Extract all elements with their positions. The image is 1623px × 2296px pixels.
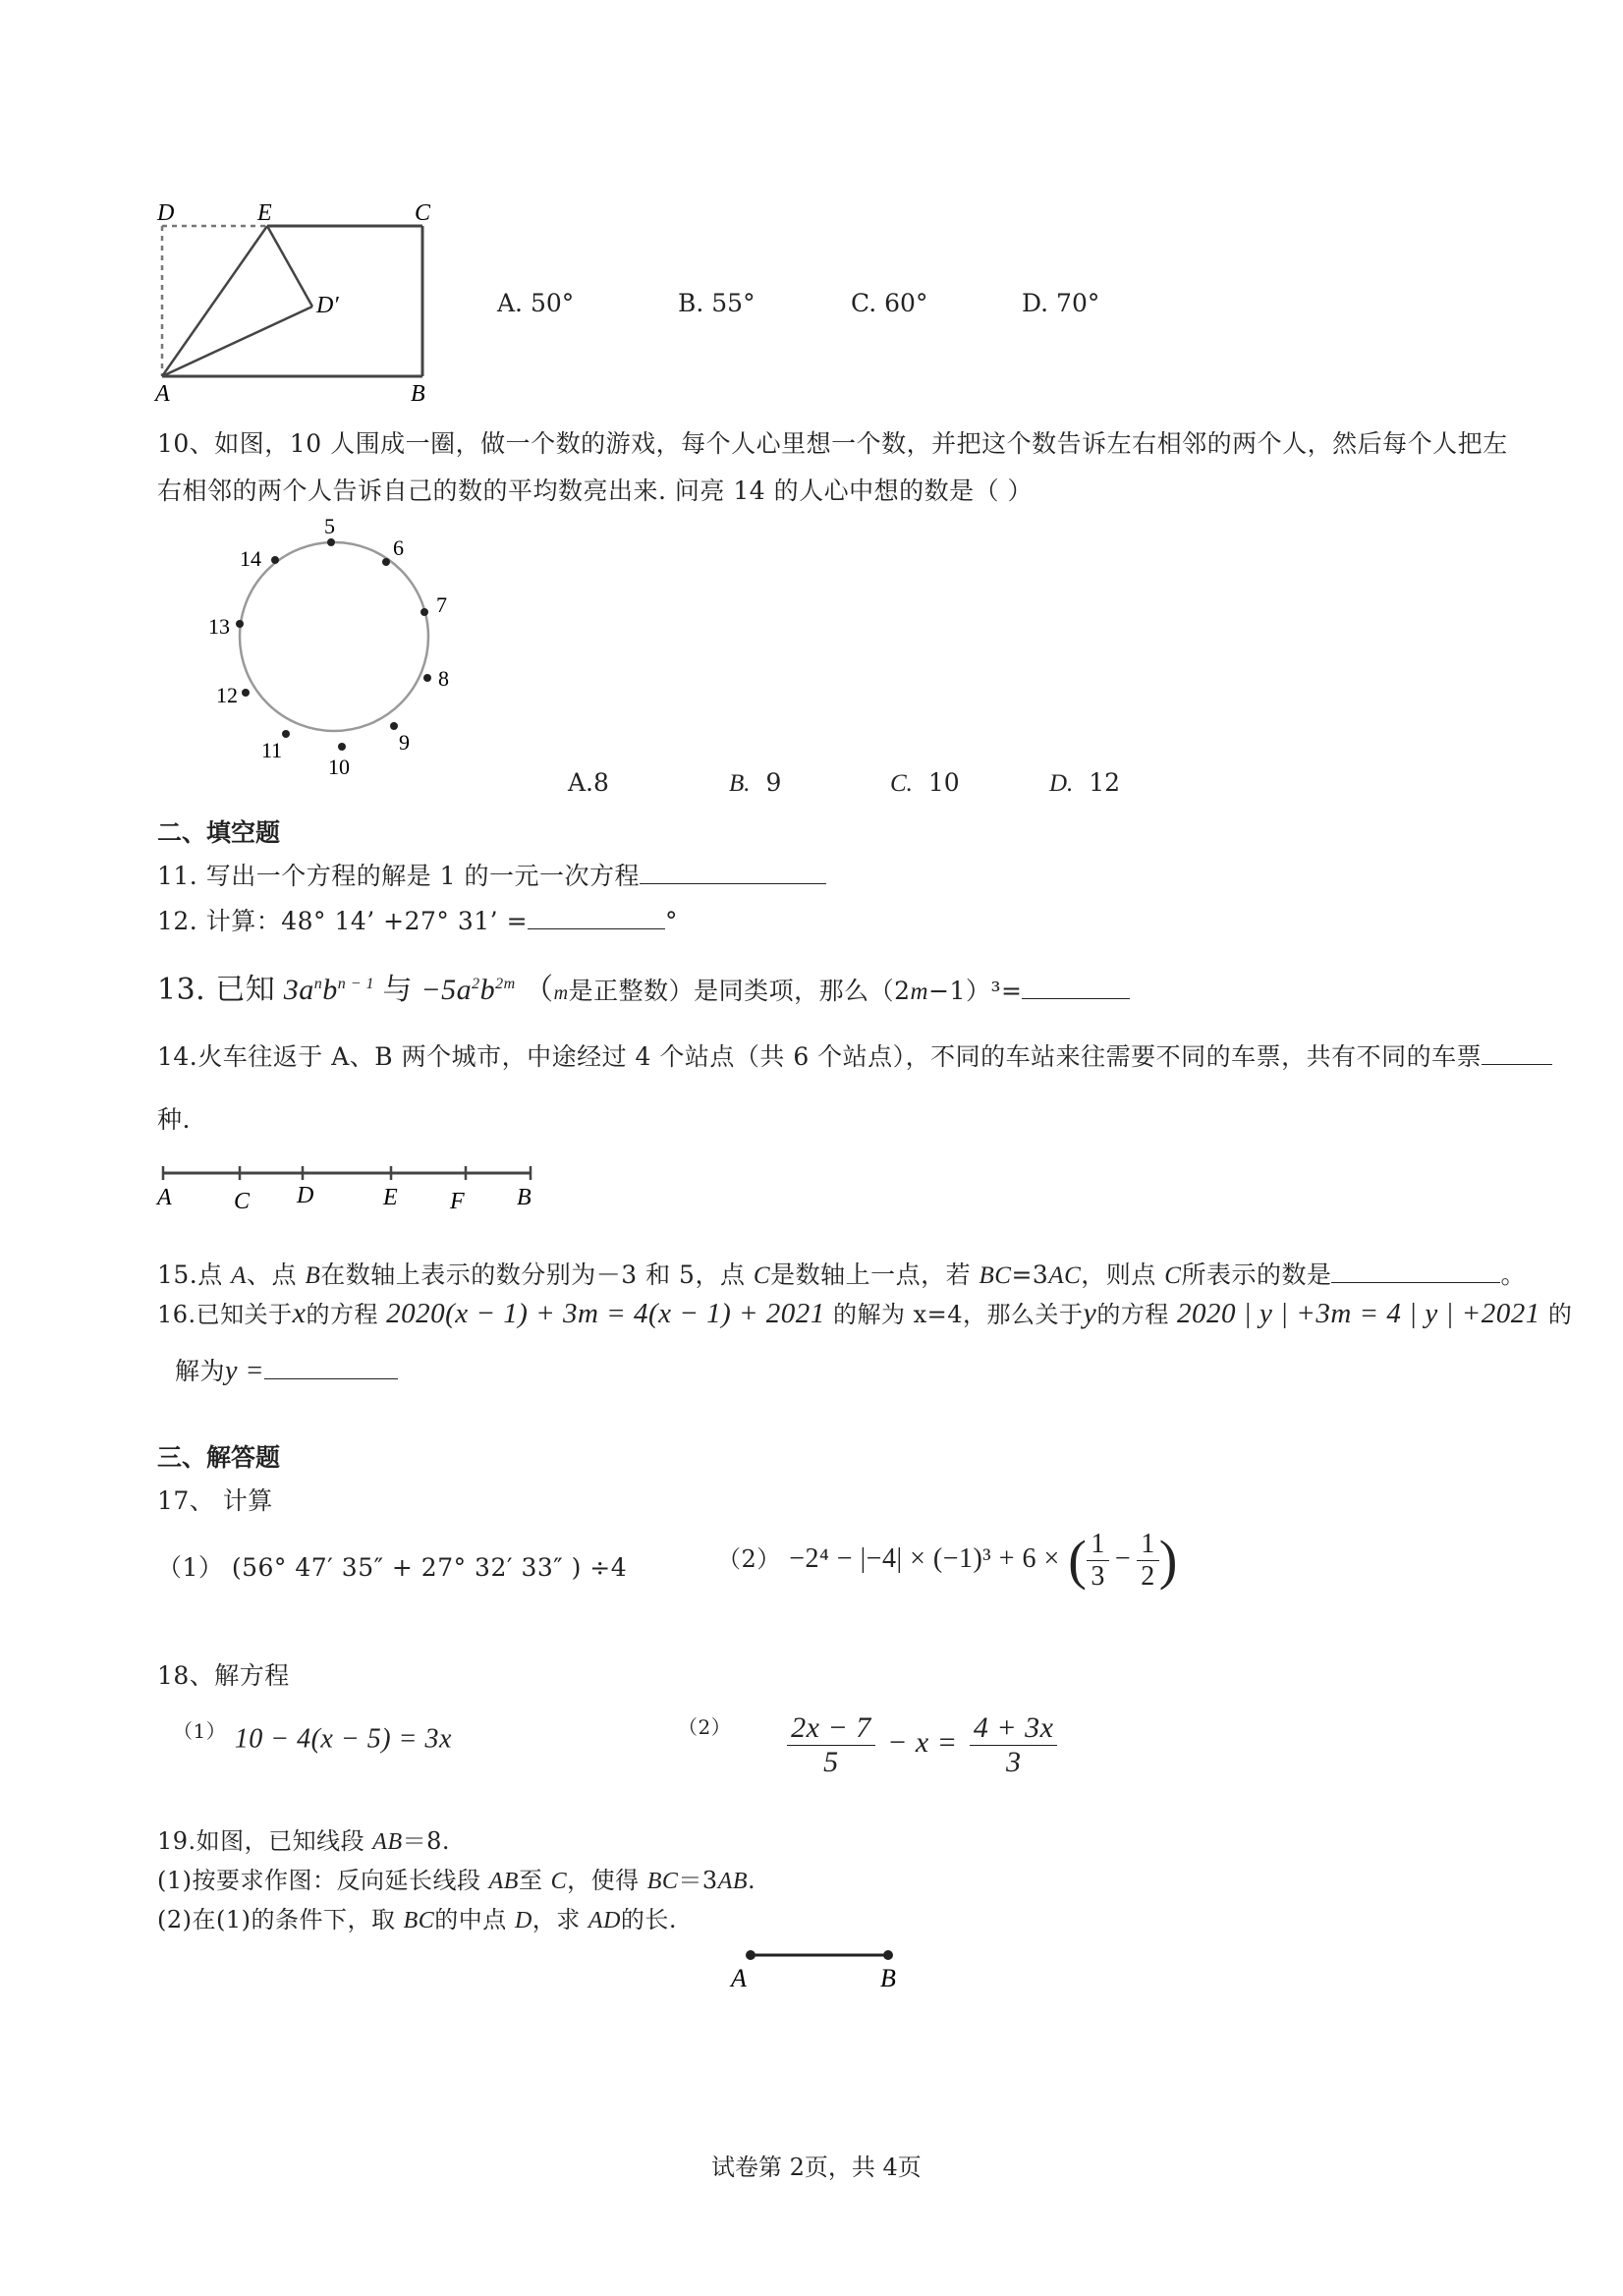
q17-part2-expression: −2⁴ − |−4| × (−1)³ + 6 × bbox=[789, 1543, 1060, 1574]
q10-option-a[interactable]: A.8 bbox=[568, 768, 609, 797]
q10-option-b-value: 9 bbox=[765, 768, 782, 797]
q12-prompt: 12. 计算：48° 14’ +27° 31’ = bbox=[157, 907, 529, 935]
q19-line2: (1)按要求作图：反向延长线段 AB至 C，使得 BC＝3AB. bbox=[157, 1867, 756, 1894]
circle-label: 9 bbox=[399, 730, 410, 755]
q10-line2: 右相邻的两个人告诉自己的数的平均数亮出来. 问亮 14 的人心中想的数是（ ） bbox=[157, 476, 1034, 505]
q17-part2: （2） −2⁴ − |−4| × (−1)³ + 6 × ( $\frac{1}{3}$ − $\frac{1}{2}$ ) bbox=[717, 1529, 1178, 1592]
q10-option-b-letter: B. bbox=[729, 770, 751, 797]
q13-tail: −1）³= bbox=[928, 977, 1023, 1005]
q13-prefix: 13. 已知 bbox=[157, 973, 276, 1007]
station-label: A bbox=[157, 1185, 172, 1210]
q13-m: m bbox=[553, 982, 569, 1004]
q13-answer-blank[interactable] bbox=[1022, 977, 1130, 999]
circle-of-people-figure bbox=[196, 511, 452, 786]
q10-option-d[interactable] bbox=[1049, 768, 1120, 798]
rectangle-fold-figure bbox=[147, 196, 452, 413]
circle-label: 13 bbox=[208, 614, 230, 639]
label-A: A bbox=[155, 381, 170, 407]
q18-part1: $^{(1)}$ 10 − 4(x − 5) = 3x bbox=[173, 1719, 452, 1755]
station-label: D bbox=[297, 1183, 314, 1208]
section-3-title: 三、解答题 bbox=[157, 1443, 281, 1472]
q10-line1: 10、如图，10 人围成一圈，做一个数的游戏，每个人心里想一个数，并把这个数告诉左右相邻的两个人，然后每个人把左 bbox=[157, 429, 1508, 458]
circle-label: 7 bbox=[436, 592, 447, 617]
q18-fraction-left: $\frac{2x - 7}{5}$ bbox=[787, 1711, 875, 1779]
q11-text bbox=[157, 857, 826, 892]
circle-label: 6 bbox=[393, 535, 404, 560]
q19-line3: (2)在(1)的条件下，取 BC的中点 D，求 AD的长. bbox=[157, 1906, 678, 1933]
q13-m2: m bbox=[910, 979, 929, 1005]
q13-text bbox=[157, 965, 1130, 1008]
q9-option-d[interactable]: D. 70° bbox=[1022, 289, 1100, 317]
q10-option-d-letter: D. bbox=[1049, 770, 1074, 797]
q16-equation-1: 2020(x − 1) + 3m = 4(x − 1) + 2021 bbox=[386, 1298, 825, 1329]
q12-answer-blank[interactable] bbox=[528, 907, 665, 929]
station-label: C bbox=[234, 1189, 251, 1214]
q18-title: 18、解方程 bbox=[157, 1661, 290, 1690]
q13-paren: （ bbox=[524, 973, 554, 1007]
q13-cond: 是正整数）是同类项，那么（2 bbox=[568, 977, 911, 1005]
circle-label: 10 bbox=[328, 755, 350, 779]
q11-answer-blank[interactable] bbox=[640, 862, 826, 884]
railway-stations-figure bbox=[157, 1159, 550, 1218]
q18-part2: $^{(2)}$ $\frac{2x - 7}{5}$ − x = $\frac{4 + 3x}{3}$ bbox=[678, 1711, 1057, 1779]
q11-prompt: 11. 写出一个方程的解是 1 的一元一次方程 bbox=[157, 862, 641, 890]
segment-ab-figure bbox=[727, 1947, 914, 1996]
circle-label: 14 bbox=[240, 546, 261, 571]
q9-option-a[interactable]: A. 50° bbox=[497, 289, 575, 317]
label-E: E bbox=[257, 200, 272, 226]
q16-line2: 解为y = bbox=[175, 1352, 398, 1387]
q17-part1: （1） (56° 47′ 35″ + 27° 32′ 33″ ) ÷4 bbox=[157, 1553, 628, 1582]
q18-fraction-right: $\frac{4 + 3x}{3}$ bbox=[970, 1711, 1058, 1779]
q10-option-c-value: 10 bbox=[927, 768, 960, 797]
q18-part1-equation: 10 − 4(x − 5) = 3x bbox=[234, 1723, 452, 1755]
q16-answer-blank[interactable] bbox=[264, 1357, 398, 1379]
q12-unit: ° bbox=[665, 907, 679, 935]
q14-line2: 种. bbox=[157, 1105, 191, 1134]
q12-text bbox=[157, 902, 678, 937]
q10-option-b[interactable] bbox=[729, 768, 781, 798]
section-2-title: 二、填空题 bbox=[157, 818, 281, 847]
q9-option-c[interactable]: C. 60° bbox=[851, 289, 928, 317]
q10-option-c[interactable] bbox=[890, 768, 960, 798]
circle-label: 11 bbox=[261, 738, 283, 762]
segment-label-A: A bbox=[731, 1964, 747, 1992]
q14-line1: 14.火车往返于 A、B 两个城市，中途经过 4 个站点（共 6 个站点），不同的车站来往需要不同的车票，共有不同的车票 bbox=[157, 1037, 1552, 1073]
segment-label-B: B bbox=[880, 1964, 896, 1992]
station-label: B bbox=[517, 1185, 532, 1210]
q17-fraction-1-2: $\frac{1}{2}$ bbox=[1137, 1529, 1159, 1593]
q14-answer-blank[interactable] bbox=[1482, 1042, 1552, 1065]
circle-label: 5 bbox=[324, 514, 335, 538]
q13-mid: 与 bbox=[382, 973, 413, 1007]
q16-line1: 16.已知关于x的方程 2020(x − 1) + 3m = 4(x − 1) + 2021 的解为 x=4，那么关于y的方程 2020 | y | +3m = 4 | y | +2021 的 bbox=[157, 1297, 1573, 1329]
q16-equation-2: 2020 | y | +3m = 4 | y | +2021 bbox=[1176, 1298, 1540, 1329]
q9-option-b[interactable]: B. 55° bbox=[678, 289, 756, 317]
q13-term2: $-5a^2b^{2m}$ bbox=[420, 974, 516, 1006]
q17-fraction-1-3: $\frac{1}{3}$ bbox=[1087, 1529, 1109, 1593]
label-C: C bbox=[415, 200, 431, 226]
label-D-prime: D′ bbox=[316, 293, 339, 318]
q15-answer-blank[interactable] bbox=[1331, 1260, 1500, 1283]
q13-term1: $3a^nb^{n - 1}$ bbox=[283, 974, 374, 1006]
q10-option-c-letter: C. bbox=[890, 770, 913, 797]
label-D: D bbox=[157, 200, 175, 226]
q15-text: 15.点 A、点 B在数轴上表示的数分别为－3 和 5，点 C是数轴上一点，若 BC=3AC，则点 C所表示的数是 。 bbox=[157, 1260, 1526, 1289]
page-footer: 试卷第 2页，共 4页 bbox=[711, 2154, 922, 2181]
q19-line1: 19.如图，已知线段 AB＝8. bbox=[157, 1827, 451, 1855]
circle-label: 8 bbox=[438, 666, 449, 691]
circle-label: 12 bbox=[216, 683, 238, 707]
label-B: B bbox=[411, 381, 425, 407]
q10-option-d-value: 12 bbox=[1089, 768, 1121, 797]
station-label: E bbox=[383, 1185, 398, 1210]
station-label: F bbox=[450, 1189, 465, 1214]
q17-title: 17、 计算 bbox=[157, 1486, 273, 1515]
